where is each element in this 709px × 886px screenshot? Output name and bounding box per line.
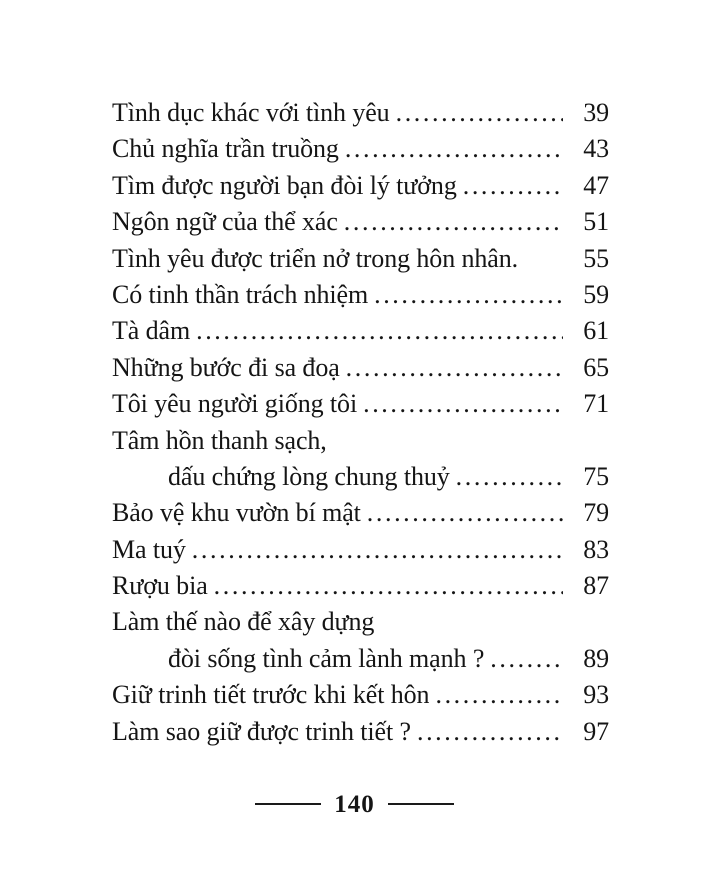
dot-leader <box>363 389 563 419</box>
toc-entry-3 <box>112 171 609 207</box>
toc-entry-page: 39 <box>583 98 609 127</box>
toc-entry-title: Ma tuý <box>112 534 186 564</box>
toc-entry-13 <box>112 535 609 571</box>
toc-entry-title: Tình dục khác với tình yêu <box>112 98 390 127</box>
toc-entry-title: Rượu bia <box>112 571 208 601</box>
toc-entry-10 <box>112 426 609 462</box>
toc-entry-6 <box>112 280 609 316</box>
toc-entry-17 <box>112 680 609 716</box>
toc-entry-page: 55 <box>583 243 609 273</box>
toc-entry-11 <box>112 462 609 498</box>
dot-leader <box>344 207 563 237</box>
toc-entry-title: Tìm được người bạn đòi lý tưởng <box>112 170 457 200</box>
toc-entry-15 <box>112 607 609 643</box>
toc-entry-title: Ngôn ngữ của thể xác <box>112 207 338 237</box>
footer-left-rule <box>255 803 321 805</box>
toc-entry-title: Chủ nghĩa trần truồng <box>112 134 339 164</box>
toc-entry-title: Tâm hồn thanh sạch, <box>112 425 327 455</box>
dot-leader <box>367 498 563 528</box>
toc-entry-page: 97 <box>583 716 609 746</box>
dot-leader <box>346 353 563 383</box>
dot-leader <box>374 280 563 310</box>
dot-leader <box>214 571 563 601</box>
toc-entry-page: 61 <box>583 316 609 346</box>
toc-entry-page: 89 <box>583 643 609 673</box>
toc-entry-page: 93 <box>583 680 609 710</box>
toc-entry-page: 75 <box>583 461 609 491</box>
toc-entry-5 <box>112 244 609 280</box>
toc-entry-14 <box>112 571 609 607</box>
toc-entry-9 <box>112 389 609 425</box>
toc-entry-title: Tôi yêu người giống tôi <box>112 389 358 419</box>
toc-entry-title: Làm thế nào để xây dựng <box>112 607 375 637</box>
toc-entry-page: 47 <box>583 170 609 200</box>
folio-page-number: 140 <box>334 790 375 818</box>
toc-entry-12 <box>112 498 609 534</box>
footer-right-rule <box>388 803 454 805</box>
toc-entry-page: 71 <box>583 389 609 419</box>
toc-entry-2 <box>112 134 609 170</box>
dot-leader <box>396 98 563 128</box>
toc-entry-page: 87 <box>583 571 609 601</box>
toc-entry-title: Có tinh thần trách nhiệm <box>112 279 369 309</box>
toc-entry-title: Bảo vệ khu vườn bí mật <box>112 498 361 528</box>
toc-entry-title: Giữ trinh tiết trước khi kết hôn <box>112 680 430 710</box>
dot-leader <box>456 462 563 492</box>
toc-entry-1 <box>112 98 609 134</box>
toc-entry-7 <box>112 316 609 352</box>
toc-entry-page: 51 <box>583 207 609 237</box>
toc-entry-title: Tà dâm <box>112 316 191 346</box>
dot-leader <box>192 535 563 565</box>
toc-entry-title: dấu chứng lòng chung thuỷ <box>168 461 450 491</box>
dot-leader <box>417 717 563 747</box>
toc-entry-page: 43 <box>583 134 609 164</box>
toc-entry-page: 59 <box>583 279 609 309</box>
toc-entry-4 <box>112 207 609 243</box>
toc-entry-title: đòi sống tình cảm lành mạnh ? <box>168 643 485 673</box>
toc-entry-16 <box>112 644 609 680</box>
dot-leader <box>490 644 563 674</box>
dot-leader <box>435 680 563 710</box>
table-of-contents <box>112 98 609 753</box>
dot-leader <box>196 316 563 346</box>
toc-entry-8 <box>112 353 609 389</box>
toc-entry-title: Những bước đi sa đoạ <box>112 352 340 382</box>
toc-entry-title: Làm sao giữ được trinh tiết ? <box>112 716 411 746</box>
toc-entry-18 <box>112 717 609 753</box>
dot-leader <box>345 134 563 164</box>
dot-leader <box>463 171 563 201</box>
toc-entry-page: 65 <box>583 352 609 382</box>
page-footer <box>0 790 709 818</box>
toc-entry-page: 83 <box>583 534 609 564</box>
toc-entry-title: Tình yêu được triển nở trong hôn nhân. <box>112 243 519 273</box>
toc-entry-page: 79 <box>583 498 609 528</box>
